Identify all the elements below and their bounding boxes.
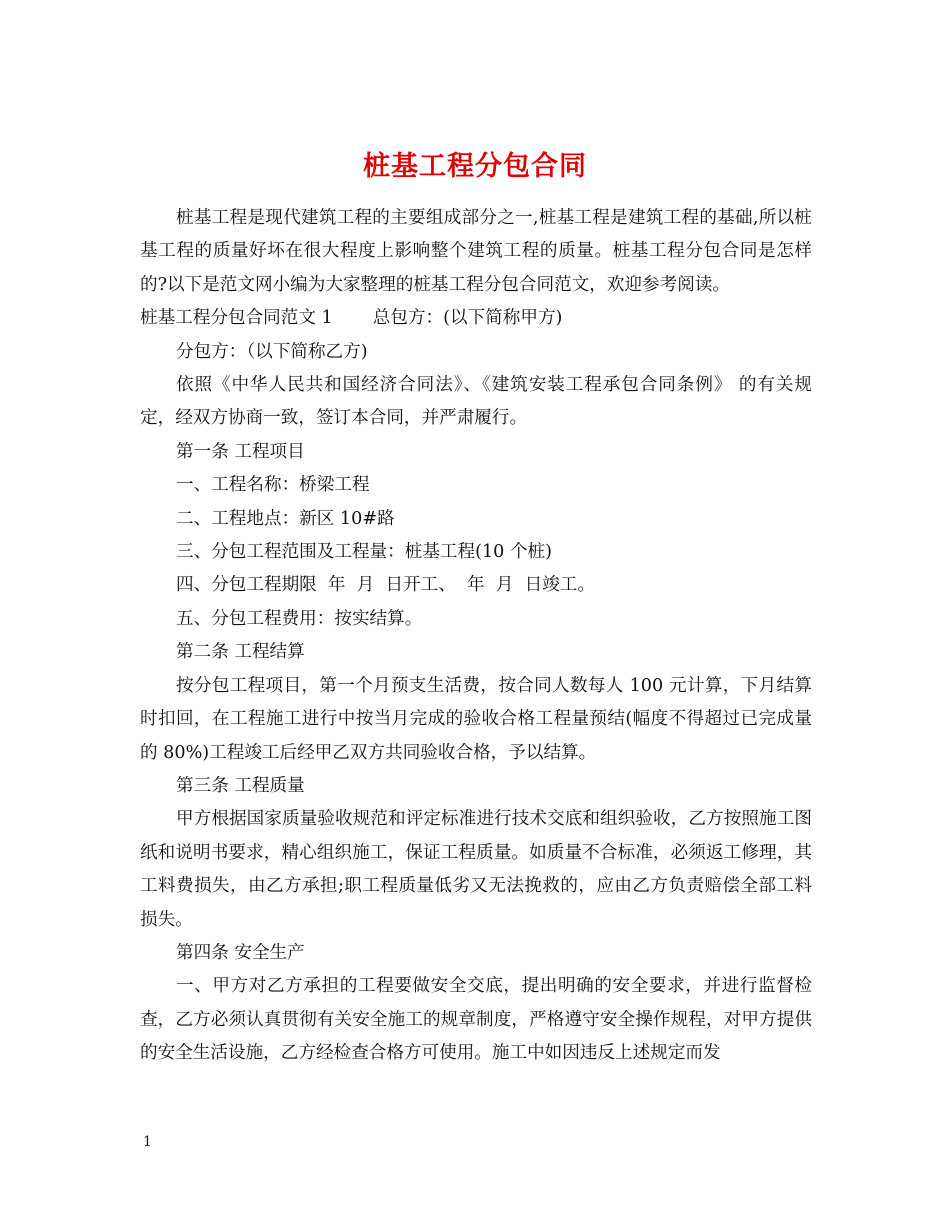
intro-paragraph: 桩基工程是现代建筑工程的主要组成部分之一,桩基工程是建筑工程的基础,所以桩基工程的质量好坏在很大程度上影响整个建筑工程的质量。桩基工程分包合同是怎样的?以下是范文网小编为大家整理的桩基工程分包合同范文，欢迎参考阅读。	[140, 208, 812, 295]
sample-heading: 桩基工程分包合同范文 1	[140, 308, 333, 329]
article4-heading: 第四条 安全生产	[176, 942, 305, 963]
article4-paragraph: 一、甲方对乙方承担的工程要做安全交底，提出明确的安全要求，并进行监督检查，乙方必须认真贯彻有关安全施工的规章制度，严格遵守安全操作规程，对甲方提供的安全生活设施，乙方经检查合格方可使用。施工中如因违反上述规定而发	[140, 976, 812, 1064]
article3-heading: 第三条 工程质量	[176, 775, 305, 796]
article1-heading: 第一条 工程项目	[176, 441, 305, 462]
article2-paragraph: 按分包工程项目，第一个月预支生活费，按合同人数每人 100 元计算，下月结算时扣回，在工程施工进行中按当月完成的验收合格工程量预结(幅度不得超过已完成量的 80%)工程竣工后经甲乙双方共同验收合格，予以结算。	[140, 675, 812, 763]
article1-item-5: 五、分包工程费用：按实结算。	[176, 608, 423, 629]
article1-item-3: 三、分包工程范围及工程量：桩基工程(10 个桩)	[176, 542, 552, 563]
article3-paragraph: 甲方根据国家质量验收规范和评定标准进行技术交底和组织验收，乙方按照施工图纸和说明书要求，精心组织施工，保证工程质量。如质量不合标准，必须返工修理，其工料费损失，由乙方承担;职工程质量低劣又无法挽救的，应由乙方负责赔偿全部工料损失。	[140, 809, 812, 930]
article1-item-1: 一、工程名称：桥梁工程	[176, 475, 370, 496]
article1-item-2: 二、工程地点：新区 10#路	[176, 508, 395, 529]
article2-heading: 第二条 工程结算	[176, 642, 305, 663]
basis-paragraph: 依照《中华人民共和国经济合同法》、《建筑安装工程承包合同条例》 的有关规定，经双方协商一致，签订本合同，并严肃履行。	[140, 375, 812, 429]
document-body	[140, 202, 812, 1071]
page-number: 1	[143, 1134, 152, 1150]
sample-heading-line	[140, 302, 812, 335]
party-b-line: 分包方：（以下简称乙方)	[176, 341, 368, 362]
article1-item-4: 四、分包工程期限 年 月 日开工、 年 月 日竣工。	[176, 575, 595, 596]
party-a-line: 总包方：(以下简称甲方)	[372, 308, 563, 329]
document-title: 桩基工程分包合同	[363, 151, 587, 183]
